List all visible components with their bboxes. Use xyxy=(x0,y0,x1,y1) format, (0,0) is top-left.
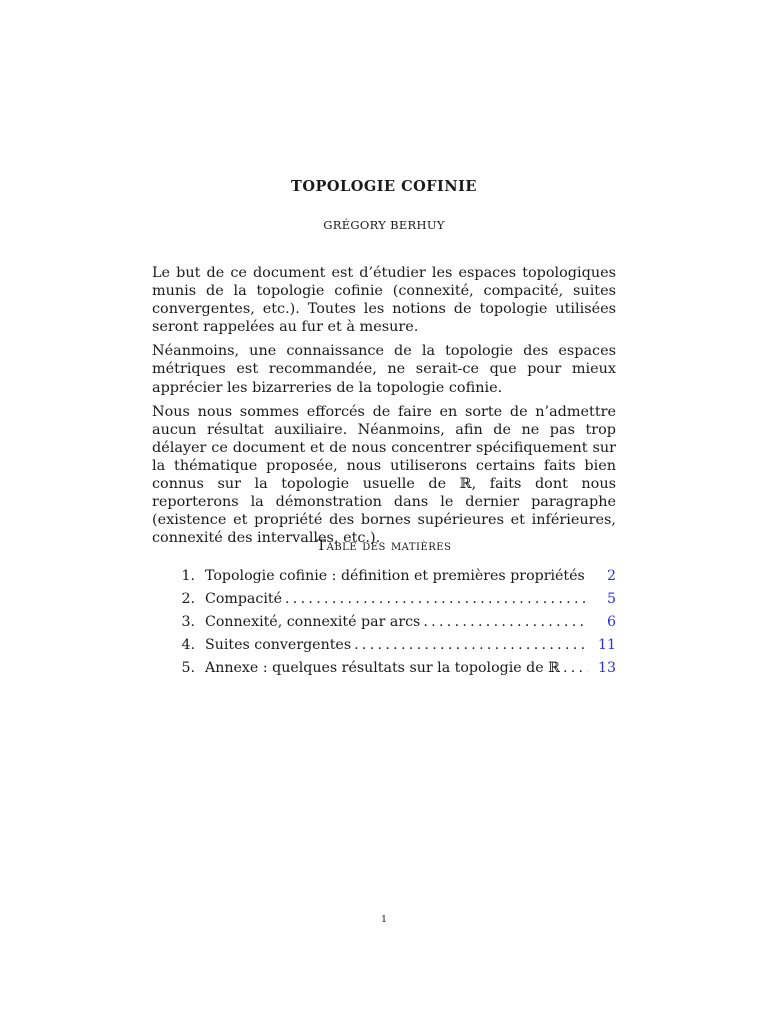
toc-entry-number: 2. xyxy=(181,591,195,607)
toc-entry-title[interactable]: Topologie cofinie : définition et premières propriétés xyxy=(205,568,585,584)
document-title: TOPOLOGIE COFINIE xyxy=(291,178,477,195)
toc-entry-title[interactable]: Annexe : quelques résultats sur la topologie de ℝ xyxy=(205,660,560,676)
toc-page-link[interactable]: 11 xyxy=(597,637,616,653)
toc-entry[interactable] xyxy=(152,614,616,637)
document-author: GRÉGORY BERHUY xyxy=(323,218,445,232)
toc-dot-leader xyxy=(285,591,588,607)
abstract-paragraph-3: Nous nous sommes efforcés de faire en sorte de n’admettre aucun résultat auxiliaire. Néanmoins, afin de ne pas trop délayer ce document et de nous concentrer spécifiquement sur la thématique proposée, nous utiliserons certains faits bien connus sur la topologie usuelle de ℝ, faits dont nous reporterons la démonstration dans le dernier paragraphe (existence et propriété des bornes supérieures et inférieures, connexité des intervalles, etc.). xyxy=(152,403,616,547)
toc-entry-number: 3. xyxy=(181,614,195,630)
toc-entry-title[interactable]: Suites convergentes xyxy=(205,637,352,653)
toc-entry[interactable] xyxy=(152,568,616,591)
abstract xyxy=(152,264,616,553)
toc-heading: Table des matières xyxy=(316,538,452,554)
page-number: 1 xyxy=(380,914,388,925)
toc-entry-title[interactable]: Connexité, connexité par arcs xyxy=(205,614,421,630)
abstract-paragraph-1: Le but de ce document est d’étudier les espaces topologiques munis de la topologie cofinie (connexité, compacité, suites convergentes, etc.). Toutes les notions de topologie utilisées seront rappelées au fur et à mesure. xyxy=(152,265,616,336)
toc-page-link[interactable]: 2 xyxy=(606,568,616,584)
toc-entry-title[interactable]: Compacité xyxy=(205,591,282,607)
toc-page-link[interactable]: 5 xyxy=(606,591,616,607)
abstract-paragraph-2: Néanmoins, une connaissance de la topologie des espaces métriques est recommandée, ne serait-ce que pour mieux apprécier les bizarreries de la topologie cofinie. xyxy=(152,343,616,396)
toc-entry[interactable] xyxy=(152,637,616,660)
toc-entry-number: 5. xyxy=(181,660,195,676)
toc-entry-number: 1. xyxy=(181,568,195,584)
toc-page-link[interactable]: 6 xyxy=(606,614,616,630)
toc-entry[interactable] xyxy=(152,591,616,614)
table-of-contents xyxy=(152,568,616,683)
toc-page-link[interactable]: 13 xyxy=(597,660,616,676)
toc-dot-leader xyxy=(354,637,588,653)
toc-dot-leader xyxy=(563,660,588,676)
toc-entry[interactable] xyxy=(152,660,616,683)
toc-dot-leader xyxy=(423,614,588,630)
toc-entry-number: 4. xyxy=(181,637,195,653)
